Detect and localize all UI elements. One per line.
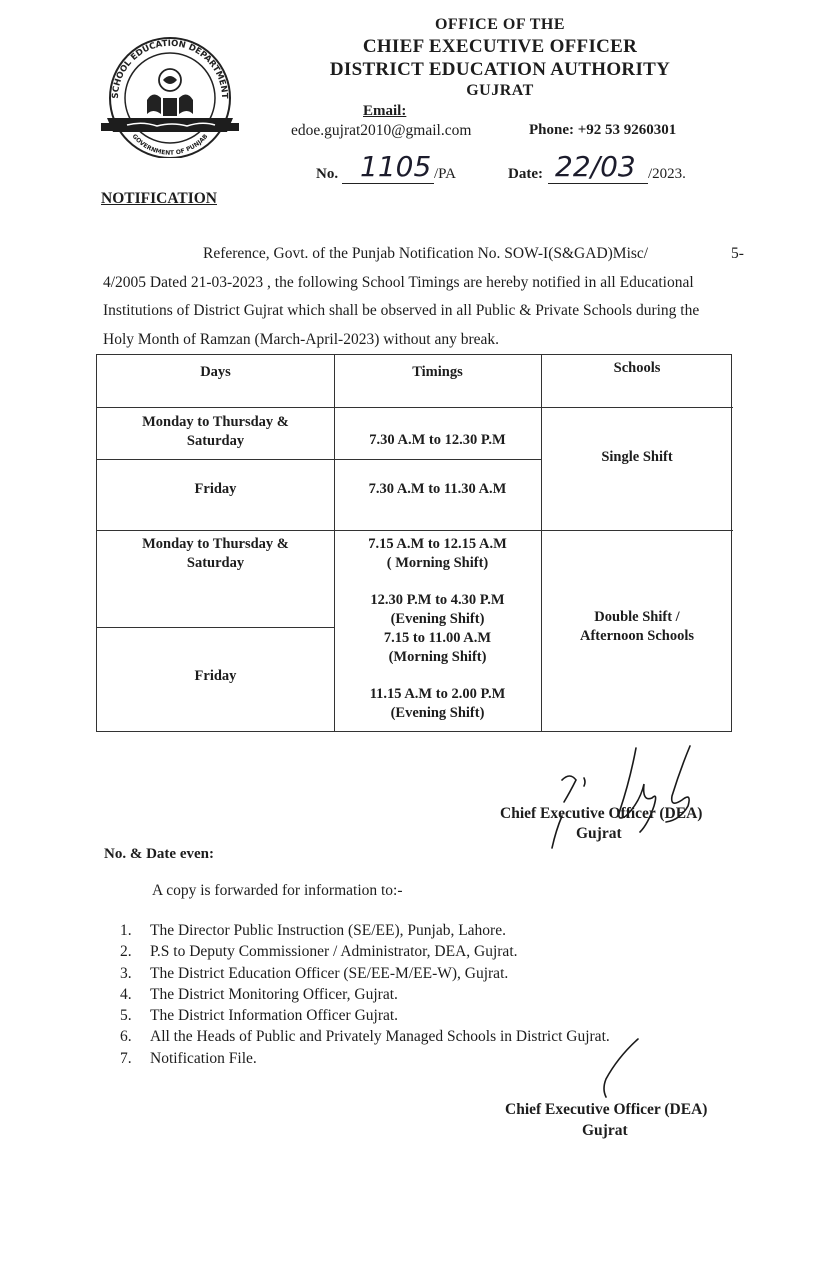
seal-emblem-icon — [97, 28, 242, 158]
date-handwritten: 22/03 — [555, 150, 636, 183]
reference-line-2: 4/2005 Dated 21-03-2023 , the following School Timings are hereby notified in all Educational — [103, 274, 694, 291]
timing-line: 11.15 A.M to 2.00 P.M — [369, 686, 506, 702]
reference-line-1-end: 5- — [731, 245, 744, 262]
list-text: The Director Public Instruction (SE/EE), Punjab, Lahore. — [150, 922, 506, 939]
notification-heading: NOTIFICATION — [101, 190, 217, 207]
list-number: 6. — [120, 1028, 132, 1046]
single-shift-friday: Friday — [194, 481, 237, 497]
office-title: CHIEF EXECUTIVE OFFICER — [362, 36, 638, 57]
single-shift-label: Single Shift — [601, 449, 673, 465]
signatory-place: Gujrat — [576, 825, 622, 842]
list-item — [120, 920, 610, 941]
list-item — [120, 1026, 610, 1047]
single-shift-weekday-timing: 7.30 A.M to 12.30 P.M — [369, 432, 506, 448]
list-text: Notification File. — [150, 1049, 257, 1067]
timing-line: (Morning Shift) — [388, 649, 487, 665]
timing-line: (Evening Shift) — [390, 705, 485, 721]
handwritten-signature-icon — [540, 740, 730, 855]
list-number: 4. — [120, 985, 132, 1003]
header-schools: Schools — [613, 360, 661, 376]
list-text: P.S to Deputy Commissioner / Administrator, DEA, Gujrat. — [150, 943, 518, 961]
date-line — [548, 183, 648, 184]
no-date-even: No. & Date even: — [104, 846, 214, 862]
days-line: Saturday — [186, 555, 245, 571]
copy-recipient-list — [120, 920, 610, 1069]
list-text: The District Monitoring Officer, Gujrat. — [150, 985, 398, 1003]
timing-line: (Evening Shift) — [390, 611, 485, 627]
double-shift-weekdays — [97, 535, 334, 573]
school-line: Double Shift / — [594, 609, 680, 625]
reference-number-suffix: /PA — [434, 166, 456, 182]
list-item — [120, 1048, 610, 1069]
reference-number-line — [342, 183, 434, 184]
list-item — [120, 941, 610, 962]
reference-line-1: Reference, Govt. of the Punjab Notification No. SOW-I(S&GAD)Misc/ — [203, 245, 649, 262]
days-line: Saturday — [186, 433, 245, 449]
reference-line-4: Holy Month of Ramzan (March-April-2023) without any break. — [103, 331, 500, 348]
svg-text:SCHOOL EDUCATION DEPARTMENT: SCHOOL EDUCATION DEPARTMENT — [110, 38, 230, 99]
list-number: 2. — [120, 943, 132, 961]
list-text: The District Education Officer (SE/EE-M/EE-W), Gujrat. — [150, 964, 509, 982]
timing-line: 7.15 A.M to 12.15 A.M — [368, 536, 507, 552]
authority-title: DISTRICT EDUCATION AUTHORITY — [329, 59, 671, 80]
signatory-place: Gujrat — [582, 1122, 628, 1139]
double-shift-label — [541, 608, 733, 646]
phone-number: Phone: +92 53 9260301 — [529, 122, 677, 138]
timing-line: 12.30 P.M to 4.30 P.M — [370, 592, 505, 608]
reference-line-3: Institutions of District Gujrat which shall be observed in all Public & Private Schools during the — [103, 302, 700, 319]
department-seal — [97, 28, 242, 158]
list-item — [120, 963, 610, 984]
date-year: /2023. — [648, 166, 686, 182]
double-shift-friday-morning — [334, 629, 541, 667]
initials-signature-icon — [590, 1035, 650, 1100]
list-number: 3. — [120, 964, 132, 982]
header-timings: Timings — [412, 364, 463, 380]
days-line: Monday to Thursday & — [142, 414, 289, 430]
header-days: Days — [200, 364, 231, 380]
table-row-divider — [97, 459, 541, 460]
table-section-divider — [97, 530, 733, 531]
signatory-title: Chief Executive Officer (DEA) — [505, 1101, 708, 1118]
school-timings-table — [96, 354, 732, 732]
school-line: Afternoon Schools — [580, 628, 694, 644]
copy-forward-intro: A copy is forwarded for information to:- — [152, 882, 403, 899]
list-number: 5. — [120, 1007, 132, 1025]
city-title: GUJRAT — [466, 82, 534, 99]
timing-line: ( Morning Shift) — [386, 555, 489, 571]
timing-line: 7.15 to 11.00 A.M — [383, 630, 492, 646]
list-item — [120, 1005, 610, 1026]
single-shift-friday-timing: 7.30 A.M to 11.30 A.M — [368, 481, 507, 497]
email-label: Email: — [363, 103, 407, 119]
list-text: All the Heads of Public and Privately Managed Schools in District Gujrat. — [150, 1028, 610, 1046]
list-number: 7. — [120, 1049, 132, 1067]
table-row-divider — [97, 407, 733, 408]
double-shift-friday: Friday — [194, 668, 237, 684]
office-of-the: OFFICE OF THE — [434, 16, 566, 33]
date-label: Date: — [508, 166, 543, 182]
table-column-divider — [541, 355, 542, 731]
list-text: The District Information Officer Gujrat. — [150, 1007, 399, 1025]
days-line: Monday to Thursday & — [142, 536, 289, 552]
reference-number-handwritten: 1105 — [360, 150, 432, 183]
table-row-divider — [97, 627, 334, 628]
email-address: edoe.gujrat2010@gmail.com — [291, 122, 472, 139]
svg-text:GOVERNMENT OF PUNJAB: GOVERNMENT OF PUNJAB — [130, 133, 210, 157]
double-shift-weekday-evening — [334, 591, 541, 629]
double-shift-weekday-morning — [334, 535, 541, 573]
list-item — [120, 984, 610, 1005]
double-shift-friday-evening — [334, 685, 541, 723]
reference-number-label: No. — [316, 166, 339, 182]
list-number: 1. — [120, 922, 132, 939]
single-shift-weekdays — [97, 413, 334, 451]
signatory-title: Chief Executive Officer (DEA) — [500, 805, 703, 822]
